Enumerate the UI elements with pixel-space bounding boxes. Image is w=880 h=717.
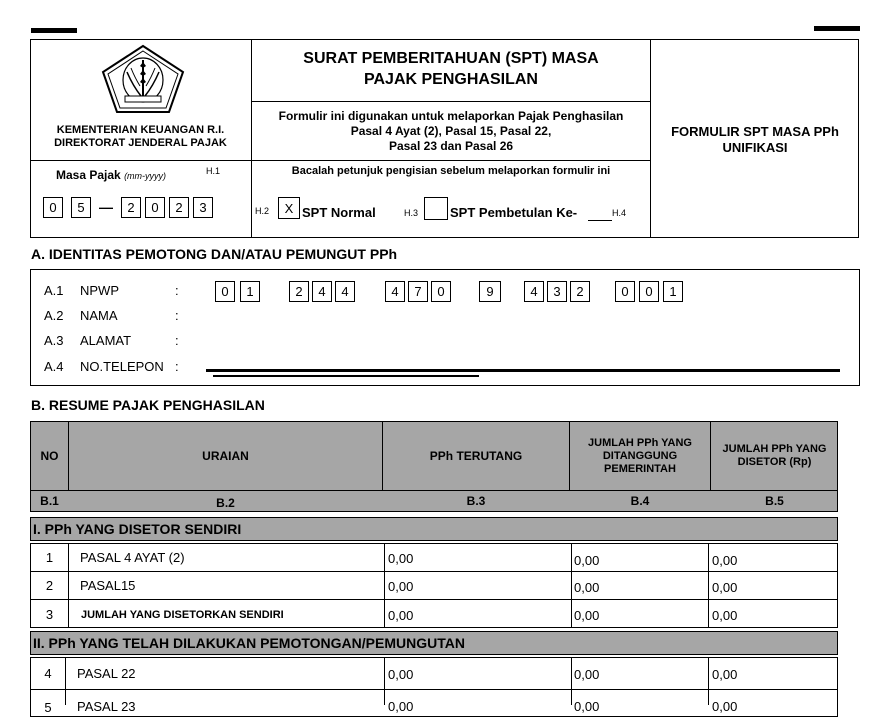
year-digit-2[interactable]: 0 [145,197,165,218]
npwp-digit[interactable]: 2 [289,281,309,302]
corner-mark-left [31,28,77,33]
year-digit-3[interactable]: 2 [169,197,189,218]
table-row-terutang[interactable]: 0,00 [388,608,414,623]
npwp-digit[interactable]: 4 [312,281,332,302]
form-title [252,46,650,92]
table-row-no: 1 [45,550,54,565]
table-row-no: 2 [45,578,54,593]
title-line2: PAJAK PENGHASILAN [364,71,538,88]
section-b-title: B. RESUME PAJAK PENGHASILAN [31,397,265,413]
h3-code: H.3 [404,208,419,218]
month-digit-1[interactable]: 0 [43,197,63,218]
table-row-disetor[interactable]: 0,00 [712,699,738,714]
table-row-no: 3 [45,606,54,622]
col-header-no: NO [40,449,59,463]
table-row-terutang[interactable]: 0,00 [388,667,414,682]
telepon-underline[interactable] [206,369,840,372]
month-year-dash: — [99,199,113,215]
npwp-digit[interactable]: 2 [570,281,590,302]
table-row-terutang[interactable]: 0,00 [388,699,414,714]
table-row-no: 4 [44,666,52,681]
npwp-digit[interactable]: 1 [663,281,683,302]
year-digit-4[interactable]: 3 [193,197,213,218]
h4-code: H.4 [612,208,627,218]
spt-pembetulan-label: SPT Pembetulan Ke- [450,205,578,220]
table-row-ditanggung[interactable]: 0,00 [574,667,600,682]
table-row-no: 5 [44,699,52,715]
ministry-name [31,124,250,150]
table-row-disetor[interactable]: 0,00 [712,667,738,682]
group2-title: II. PPh YANG TELAH DILAKUKAN PEMOTONGAN/PEMUNGUTAN [30,631,838,655]
pembetulan-number-line[interactable] [588,220,612,221]
npwp-digit[interactable]: 7 [408,281,428,302]
col-header-disetor: JUMLAH PPh YANG DISETOR (Rp) [722,443,827,468]
form-description: Formulir ini digunakan untuk melaporkan Pajak Penghasilan Pasal 4 Ayat (2), Pasal 15, Pasal 22, Pasal 23 dan Pasal 26 [278,108,624,153]
col-header-terutang: PPh TERUTANG [429,449,523,463]
h1-code: H.1 [206,166,221,176]
npwp-digit[interactable]: 4 [524,281,544,302]
a3-row: A.3 ALAMAT : [44,333,179,348]
table-row-uraian: JUMLAH YANG DISETORKAN SENDIRI [81,609,284,621]
col-header-ditanggung: JUMLAH PPh YANG DITANGGUNG PEMERINTAH [588,436,692,475]
table-row-ditanggung[interactable]: 0,00 [574,553,600,568]
ministry-line1: KEMENTERIAN KEUANGAN R.I. [56,124,225,136]
title-line1: SURAT PEMBERITAHUAN (SPT) MASA [303,50,599,67]
table-row-disetor[interactable]: 0,00 [712,580,738,595]
spt-normal-label: SPT Normal [302,205,376,220]
npwp-digit[interactable]: 3 [547,281,567,302]
table-row-disetor[interactable]: 0,00 [712,608,738,623]
spt-pembetulan-checkbox[interactable] [424,197,448,220]
npwp-digit[interactable]: 0 [215,281,235,302]
table-row-ditanggung[interactable]: 0,00 [574,699,600,714]
table-row-uraian: PASAL 23 [77,699,136,714]
h2-code: H.2 [255,206,270,216]
masa-pajak-label: Masa Pajak (mm-yyyy) [56,168,167,182]
npwp-digit[interactable]: 4 [335,281,355,302]
corner-mark-right [814,26,860,31]
ministry-line2: DIREKTORAT JENDERAL PAJAK [54,137,227,149]
table-row-ditanggung[interactable]: 0,00 [574,608,600,623]
npwp-digit[interactable]: 0 [431,281,451,302]
year-digit-1[interactable]: 2 [121,197,141,218]
npwp-digit[interactable]: 0 [639,281,659,302]
table-row-disetor[interactable]: 0,00 [712,553,738,568]
npwp-digit[interactable]: 1 [240,281,260,302]
spt-normal-checkbox[interactable]: X [278,197,300,219]
instruction-text: Bacalah petunjuk pengisian sebelum melaporkan formulir ini [291,165,611,177]
npwp-digit[interactable]: 9 [479,281,501,302]
table-row-terutang[interactable]: 0,00 [388,579,414,594]
col-header-uraian: URAIAN [202,449,249,463]
table-row-uraian: PASAL 22 [77,666,136,681]
table-row-uraian: PASAL 4 AYAT (2) [80,550,185,565]
a2-row: A.2 NAMA : [44,308,179,323]
npwp-digit[interactable]: 0 [615,281,635,302]
form-name: FORMULIR SPT MASA PPh UNIFIKASI [671,124,839,155]
section-a-title: A. IDENTITAS PEMOTONG DAN/ATAU PEMUNGUT PPh [31,246,398,262]
a4-row: A.4 NO.TELEPON : [44,359,179,374]
ministry-logo-icon [99,44,187,116]
table-row-uraian: PASAL15 [80,578,136,593]
npwp-digit[interactable]: 4 [385,281,405,302]
table-row-terutang[interactable]: 0,00 [388,551,414,566]
table-row-ditanggung[interactable]: 0,00 [574,580,600,595]
month-digit-2[interactable]: 5 [71,197,91,218]
group1-title: I. PPh YANG DISETOR SENDIRI [30,517,838,541]
a1-row: A.1 NPWP : [44,283,179,298]
